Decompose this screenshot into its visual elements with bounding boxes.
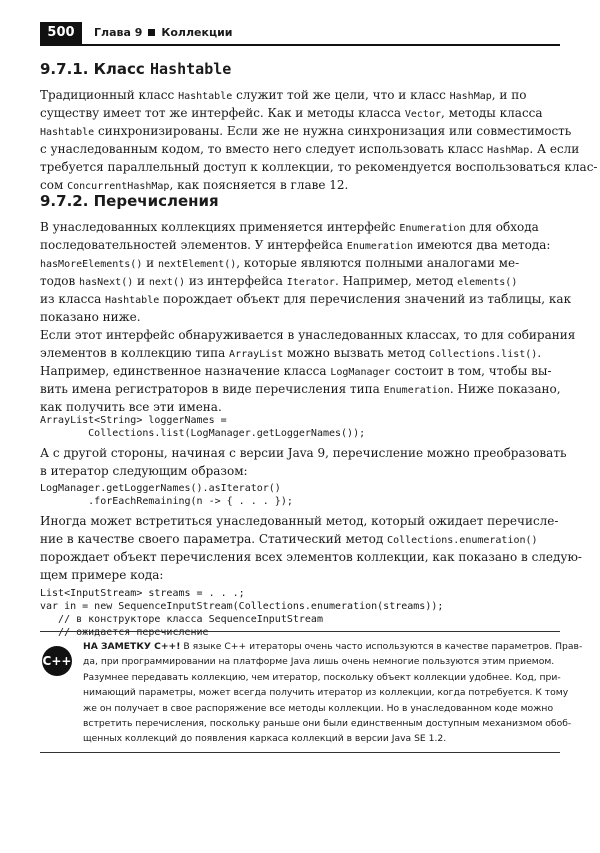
text-run: для обхода xyxy=(465,220,539,234)
text-run: , и по xyxy=(491,88,527,102)
text-run: . xyxy=(537,346,542,360)
text-run: . Например, метод xyxy=(334,274,458,288)
text-line xyxy=(40,444,567,462)
text-run: Иногда может встретиться унаследованный метод, который ожидает перечисле- xyxy=(40,514,559,528)
note-text-run: встретить перечисления, поскольку раньше они были единственным доступным механизмом обоб- xyxy=(83,718,572,730)
chapter-title xyxy=(94,22,233,44)
text-line xyxy=(40,308,560,326)
text-run: . Ниже показано, xyxy=(449,382,561,396)
inline-code: next() xyxy=(148,277,185,288)
text-line xyxy=(40,530,560,548)
section-heading-enumerations: 9.7.2. Перечисления xyxy=(40,192,219,210)
page-number: 500 xyxy=(40,22,82,44)
text-line xyxy=(40,122,572,140)
note-line xyxy=(83,639,583,654)
text-run: состоит в том, чтобы вы- xyxy=(390,364,552,378)
text-run: вить имена регистраторов в виде перечисления типа xyxy=(40,382,384,396)
text-line xyxy=(40,566,560,584)
text-line xyxy=(40,104,560,122)
note-line xyxy=(83,701,560,716)
inline-code: Enumeration xyxy=(383,385,450,396)
paragraph-hashtable xyxy=(40,86,598,194)
note-text xyxy=(83,639,583,747)
code-block-logger-names: ArrayList<String> loggerNames = Collections.list(LogManager.getLoggerNames()); xyxy=(40,415,366,439)
text-run: ние в качестве своего параметра. Статический метод xyxy=(40,532,388,546)
inline-code: LogManager xyxy=(330,367,391,378)
text-run: , методы класса xyxy=(440,106,543,120)
note-text-run: нимающий параметры, может всегда получить итератор из коллекции, когда потребуется. К тому xyxy=(83,687,569,699)
inline-code: HashMap xyxy=(449,91,492,102)
text-run: в итератор следующим образом: xyxy=(40,464,248,478)
text-run: синхронизированы. Если же не нужна синхронизация или совместимость xyxy=(94,124,572,138)
text-line xyxy=(40,326,576,344)
text-line xyxy=(40,548,582,566)
code-block-sequence-input-stream: List<InputStream> streams = . . .; var in = new SequenceInputStream(Collections.enumeration(streams)); // в конструкторе класса SequenceInputStream // ожидается перечисление xyxy=(40,588,444,638)
chapter-label: Глава 9 xyxy=(94,26,143,39)
text-line xyxy=(40,362,560,380)
code-block-as-iterator: LogManager.getLoggerNames().asIterator() .forEachRemaining(n -> { . . . }); xyxy=(40,483,293,507)
inline-code: HashMap xyxy=(487,145,530,156)
inline-code: Hashtable xyxy=(178,91,233,102)
note-text-run: В языке С++ итераторы очень часто используются в качестве параметров. Прав- xyxy=(180,641,583,652)
text-run: служит той же цели, что и класс xyxy=(232,88,450,102)
inline-code: Enumeration xyxy=(399,223,466,234)
note-text-run: Разумнее передавать коллекцию, чем итератор, поскольку объект коллекции удобнее. Код, при- xyxy=(83,671,561,683)
inline-code: elements() xyxy=(457,277,518,288)
text-line xyxy=(40,512,560,530)
inline-code: ArrayList xyxy=(229,349,284,360)
inline-code: Collections.enumeration() xyxy=(387,535,538,546)
text-run: , которые являются полными аналогами ме- xyxy=(236,256,520,270)
text-run: показано ниже. xyxy=(40,310,141,324)
inline-code: Iterator xyxy=(286,277,335,288)
section-label: Коллекции xyxy=(161,26,233,39)
paragraph-enumeration-param xyxy=(40,512,582,584)
note-text-run: же он получает в свое распоряжение все методы коллекции. Но в унаследованном коде можно xyxy=(83,702,554,714)
text-run: тодов xyxy=(40,274,80,288)
inline-code: Hashtable xyxy=(105,295,160,306)
text-run: В унаследованных коллекциях применяется интерфейс xyxy=(40,220,400,234)
cpp-note-icon: C++ xyxy=(42,646,72,676)
note-text-run: щенных коллекций до появления каркаса коллекций в версии Java SE 1.2. xyxy=(83,733,447,745)
text-run: Традиционный класс xyxy=(40,88,179,102)
text-line xyxy=(40,290,572,308)
note-line xyxy=(83,731,560,746)
text-run: щем примере кода: xyxy=(40,568,164,582)
text-run: из класса xyxy=(40,292,106,306)
inline-code: Vector xyxy=(404,109,441,120)
text-run: порождает объект перечисления всех элементов коллекции, как показано в следую- xyxy=(40,550,582,564)
text-line xyxy=(40,380,560,398)
inline-code: Enumeration xyxy=(346,241,414,252)
text-run: и xyxy=(133,274,149,288)
text-run: с унаследованным кодом, то вместо него следует использовать класс xyxy=(40,142,488,156)
note-box-cpp xyxy=(40,631,583,753)
text-line xyxy=(40,462,560,480)
text-run: существу имеет тот же интерфейс. Как и методы класса xyxy=(40,106,405,120)
square-bullet-icon xyxy=(148,29,155,36)
text-run: . А если xyxy=(529,142,580,156)
text-run: Например, единственное назначение класса xyxy=(40,364,331,378)
text-run: сом xyxy=(40,178,68,192)
text-line xyxy=(40,158,598,176)
text-line xyxy=(40,344,560,362)
text-run: , как поясняется в главе 12. xyxy=(169,178,349,192)
section-heading-hashtable: 9.7.1. Класс Hashtable xyxy=(40,60,232,78)
text-run: как получить все эти имена. xyxy=(40,400,222,414)
text-line xyxy=(40,86,560,104)
text-line xyxy=(40,254,560,272)
text-run: требуется параллельный доступ к коллекции, то рекомендуется воспользоваться клас- xyxy=(40,160,598,174)
text-run: элементов в коллекцию типа xyxy=(40,346,230,360)
text-line xyxy=(40,218,560,236)
text-run: Если этот интерфейс обнаруживается в унаследованных классах, то для собирания xyxy=(40,328,576,342)
text-line xyxy=(40,140,580,158)
running-header xyxy=(40,22,560,46)
note-line xyxy=(83,670,560,685)
inline-code: hasMoreElements() xyxy=(40,259,143,270)
text-line xyxy=(40,272,560,290)
text-run: и xyxy=(142,256,158,270)
inline-code: hasNext() xyxy=(79,277,134,288)
inline-code: nextElement() xyxy=(158,259,237,270)
paragraph-enumeration-legacy xyxy=(40,326,576,416)
text-line xyxy=(40,236,560,254)
text-run: можно вызвать метод xyxy=(283,346,429,360)
text-run: из интерфейса xyxy=(185,274,287,288)
text-run: А с другой стороны, начиная с версии Java 9, перечисление можно преобразовать xyxy=(40,446,567,460)
note-line xyxy=(83,716,572,731)
paragraph-enumeration-intro xyxy=(40,218,572,326)
text-run: имеются два метода: xyxy=(413,238,551,252)
text-run: порождает объект для перечисления значений из таблицы, как xyxy=(159,292,572,306)
paragraph-java9 xyxy=(40,444,567,480)
note-text-run: да, при программировании на платформе Java лишь очень немногие пользуются этим приемом. xyxy=(83,656,555,668)
inline-code: ConcurrentHashMap xyxy=(67,181,170,192)
inline-code: Hashtable xyxy=(40,127,95,138)
text-run: последовательностей элементов. У интерфейса xyxy=(40,238,347,252)
note-line xyxy=(83,654,560,669)
inline-code: Collections.list() xyxy=(428,349,538,360)
note-line xyxy=(83,685,569,700)
note-lead: НА ЗАМЕТКУ С++! xyxy=(83,641,181,652)
